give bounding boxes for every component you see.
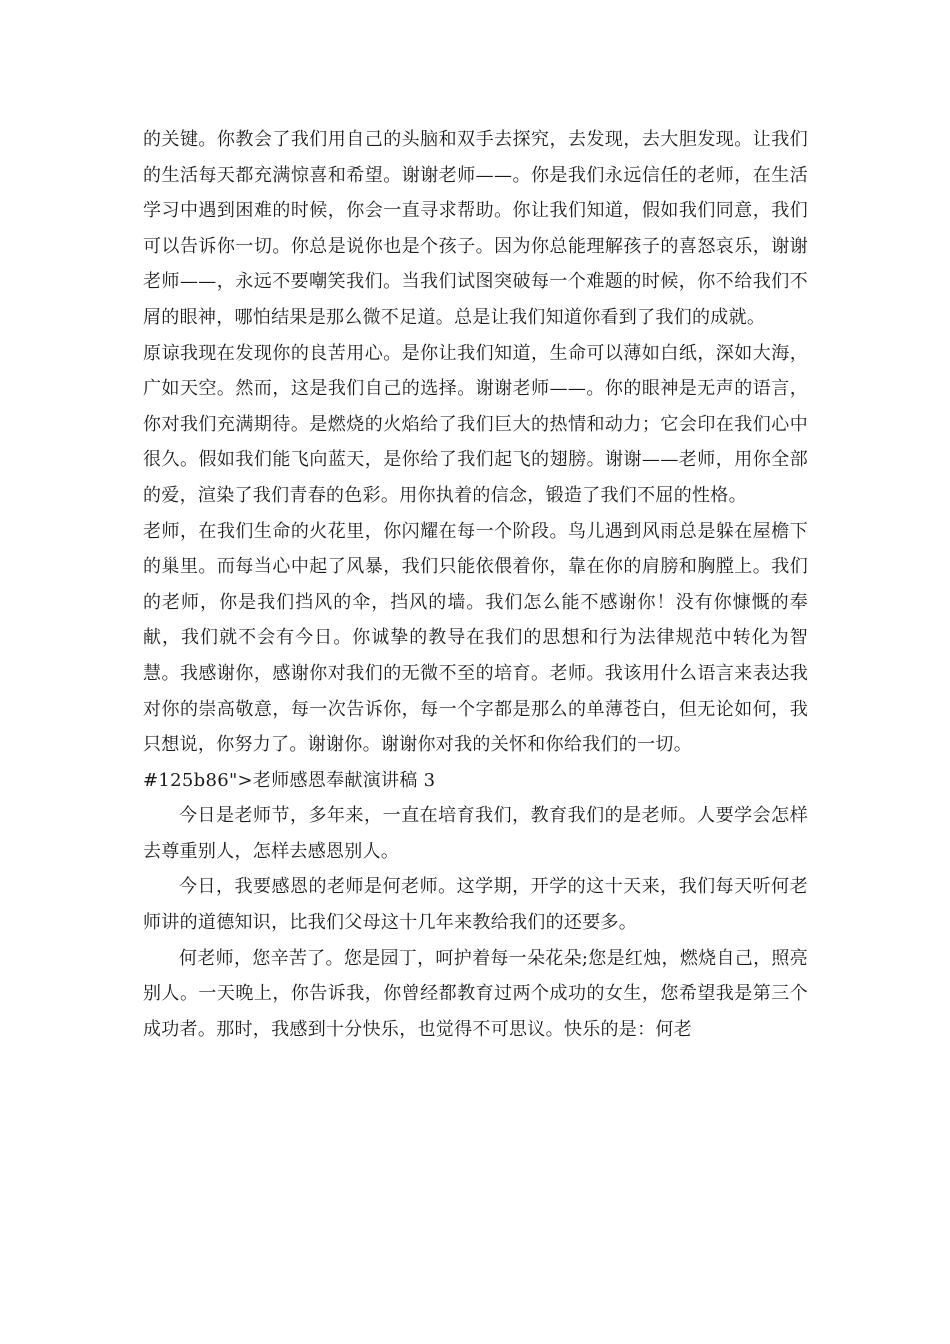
body-paragraph-1: 的关键。你教会了我们用自己的头脑和双手去探究，去发现，去大胆发现。让我们的生活每天都充满惊喜和希望。谢谢老师——。你是我们永远信任的老师，在生活学习中遇到困难的时候，你会一直寻求帮助。你让我们知道，假如我们同意，我们可以告诉你一切。你总是说你也是个孩子。因为你总能理解孩子的喜怒哀乐，谢谢老师——，永远不要嘲笑我们。当我们试图突破每一个难题的时候，你不给我们不屑的眼神，哪怕结果是那么微不足道。总是让我们知道你看到了我们的成就。 xyxy=(143,129,808,328)
section-paragraph-3: 何老师，您辛苦了。您是园丁，呵护着每一朵花朵;您是红烛，燃烧自己，照亮别人。一天晚上，你告诉我，你曾经都教育过两个成功的女生，您希望我是第三个成功者。那时，我感到十分快乐，也觉得不可思议。快乐的是：何老 xyxy=(143,947,808,1040)
body-paragraph-3: 老师，在我们生命的火花里，你闪耀在每一个阶段。鸟儿遇到风雨总是躲在屋檐下的巢里。而每当心中起了风暴，我们只能依偎着你，靠在你的肩膀和胸膛上。我们的老师，你是我们挡风的伞，挡风的墙。我们怎么能不感谢你！没有你慷慨的奉献，我们就不会有今日。你诚挚的教导在我们的思想和行为法律规范中转化为智慧。我感谢你，感谢你对我们的无微不至的培育。老师。我该用什么语言来表达我对你的崇高敬意，每一次告诉你，每一个字都是那么的单薄苍白，但无论如何，我只想说，你努力了。谢谢你。谢谢你对我的关怀和你给我们的一切。 xyxy=(143,520,808,756)
section-heading: #125b86">老师感恩奉献演讲稿 3 xyxy=(143,769,436,791)
body-paragraph-2: 原谅我现在发现你的良苦用心。是你让我们知道，生命可以薄如白纸，深如大海，广如天空。然而，这是我们自己的选择。谢谢老师——。你的眼神是无声的语言，你对我们充满期待。是燃烧的火焰给了我们巨大的热情和动力；它会印在我们心中很久。假如我们能飞向蓝天，是你给了我们起飞的翅膀。谢谢——老师，用你全部的爱，渲染了我们青春的色彩。用你执着的信念，锻造了我们不屈的性格。 xyxy=(143,342,808,506)
document-body xyxy=(143,122,808,1047)
section-paragraph-1: 今日是老师节，多年来，一直在培育我们，教育我们的是老师。人要学会怎样去尊重别人，怎样去感恩别人。 xyxy=(143,805,808,862)
section-paragraph-2: 今日，我要感恩的老师是何老师。这学期，开学的这十天来，我们每天听何老师讲的道德知识，比我们父母这十几年来教给我们的还要多。 xyxy=(143,876,808,934)
